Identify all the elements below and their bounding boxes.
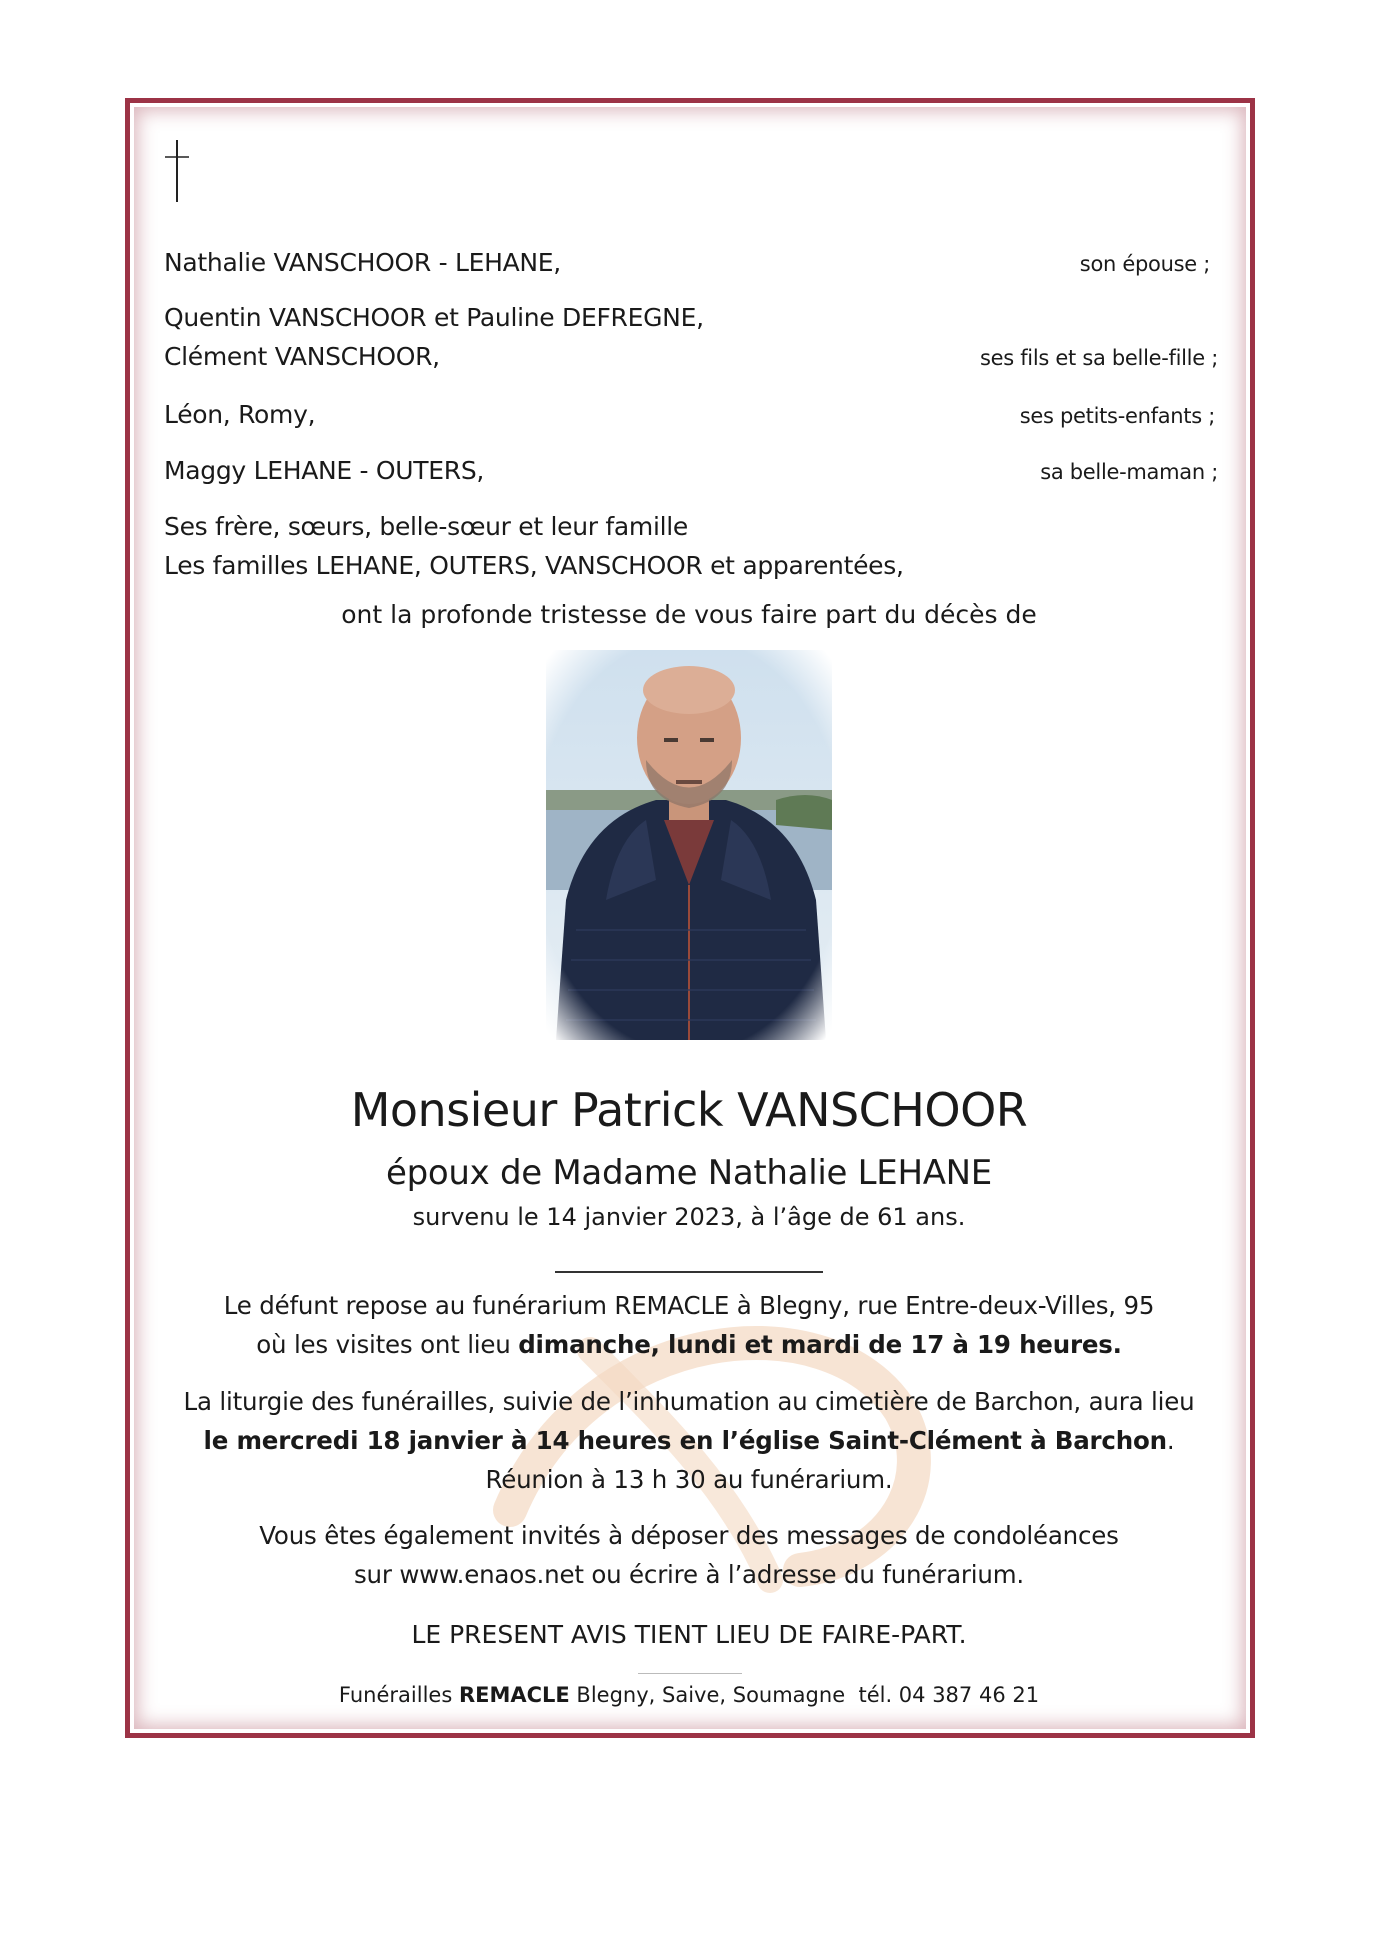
notice-statement: LE PRESENT AVIS TIENT LIEU DE FAIRE-PART. [411,1620,967,1649]
mourner-name: Clément VANSCHOOR, [164,342,440,371]
mourner-name: Ses frère, sœurs, belle-sœur et leur famille [164,512,689,541]
visits-prefix: où les visites ont lieu [256,1330,519,1359]
cross-icon [162,140,192,202]
announcement-intro: ont la profonde tristesse de vous faire part du décès de [341,600,1037,629]
deceased-name: Monsieur Patrick VANSCHOOR [350,1083,1028,1137]
mourner-relation: sa belle-maman ; [1040,460,1218,484]
mourner-name: Les familles LEHANE, OUTERS, VANSCHOOR et apparentées, [164,551,904,580]
footer-divider [638,1673,742,1674]
footer-prefix: Funérailles [338,1683,459,1707]
liturgy-datetime: le mercredi 18 janvier à 14 heures en l’église Saint-Clément à Barchon [203,1426,1167,1455]
mourner-name: Léon, Romy, [164,400,316,429]
condolences-website-line: sur www.enaos.net ou écrire à l’adresse du funérarium. [353,1560,1024,1589]
repose-line: Le défunt repose au funérarium REMACLE à Blegny, rue Entre-deux-Villes, 95 [223,1291,1155,1320]
footer-contact: Blegny, Saive, Soumagne tél. 04 387 46 21 [569,1683,1040,1707]
funeral-home-footer [140,1683,1238,1707]
deceased-portrait-photo [546,650,832,1040]
mourner-name: Nathalie VANSCHOOR - LEHANE, [164,248,561,277]
liturgy-line: La liturgie des funérailles, suivie de l’inhumation au cimetière de Barchon, aura lieu [183,1387,1195,1416]
liturgy-datetime-line [140,1426,1238,1455]
visits-line [140,1330,1238,1359]
mourner-name: Quentin VANSCHOOR et Pauline DEFREGNE, [164,303,704,332]
gathering-line: Réunion à 13 h 30 au funérarium. [485,1465,893,1494]
funeral-home-brand: REMACLE [458,1683,570,1707]
visits-hours: dimanche, lundi et mardi de 17 à 19 heures. [518,1330,1122,1359]
mourner-relation: ses fils et sa belle-fille ; [979,346,1218,370]
mourner-relation: ses petits-enfants ; [1019,404,1215,428]
death-date-line: survenu le 14 janvier 2023, à l’âge de 61 ans. [412,1203,966,1231]
section-divider [555,1271,823,1273]
spouse-line: époux de Madame Nathalie LEHANE [386,1153,992,1193]
condolences-line: Vous êtes également invités à déposer des messages de condoléances [259,1521,1119,1550]
mourner-relation: son épouse ; [1079,252,1210,276]
mourner-name: Maggy LEHANE - OUTERS, [164,456,485,485]
liturgy-period: . [1166,1426,1175,1455]
